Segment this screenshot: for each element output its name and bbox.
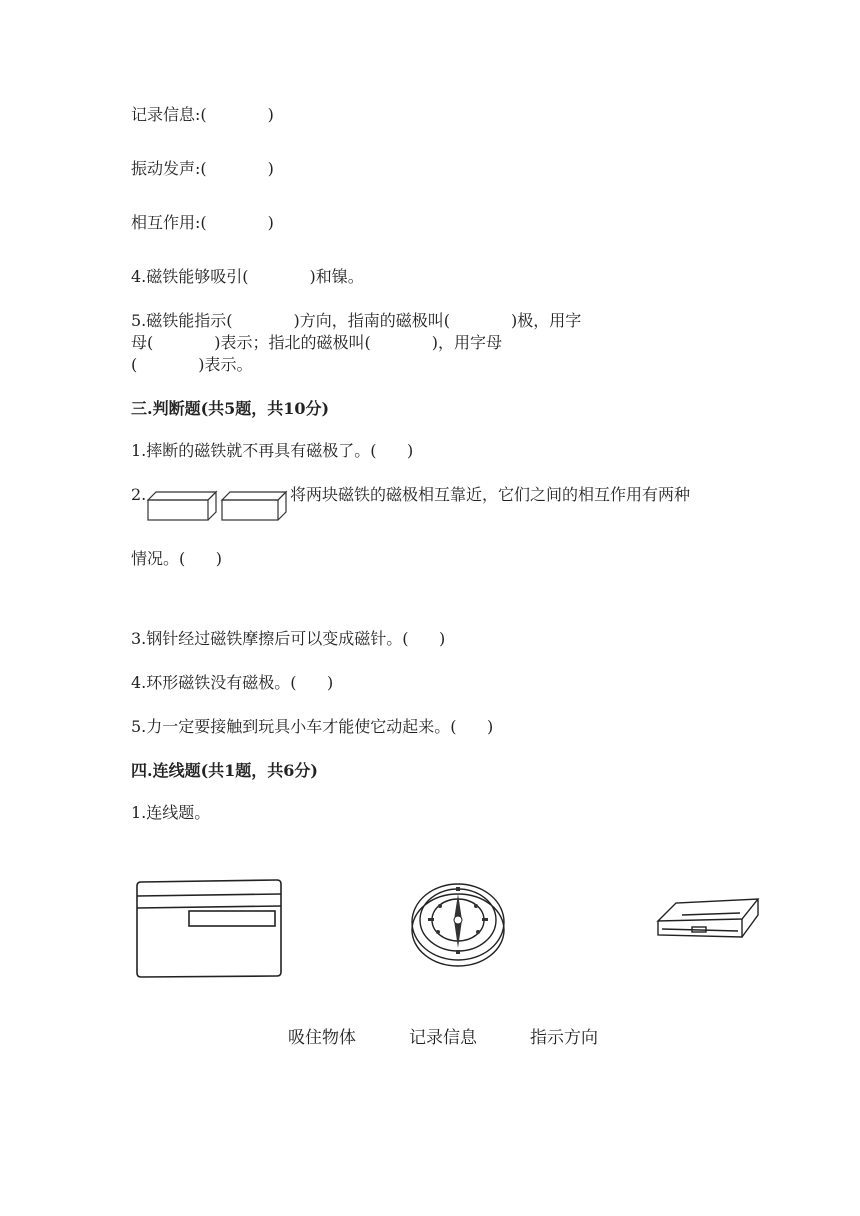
judge-item-2-text: 将两块磁铁的磁极相互靠近，它们之间的相互作用有两种 <box>290 485 691 504</box>
judge-item-5: 5.力一定要接触到玩具小车才能使它动起来。( ) <box>131 717 494 736</box>
label-attract-objects: 吸住物体 <box>288 1028 356 1048</box>
fill-record-info: 记录信息:( ) <box>131 105 274 124</box>
matching-question-1: 1.连线题。 <box>131 803 211 822</box>
two-bar-magnets-image <box>146 488 288 522</box>
question-4: 4.磁铁能够吸引( )和镍。 <box>131 267 364 286</box>
judge-item-1: 1.摔断的磁铁就不再具有磁极了。( ) <box>131 441 414 460</box>
question-5-line3: ( )表示。 <box>131 355 253 374</box>
judge-item-2-continuation: 情况。( ) <box>131 549 223 568</box>
question-5-line1: 5.磁铁能指示( )方向，指南的磁极叫( )极，用字 <box>131 311 582 330</box>
section-3-heading: 三.判断题(共5题，共10分) <box>131 399 330 418</box>
judge-item-2-number: 2. <box>131 485 147 504</box>
judge-item-3: 3.钢针经过磁铁摩擦后可以变成磁针。( ) <box>131 629 446 648</box>
label-record-info: 记录信息 <box>409 1028 477 1048</box>
question-5-line2: 母( )表示；指北的磁极叫( )，用字母 <box>131 333 503 352</box>
fill-vibration-sound: 振动发声:( ) <box>131 159 274 178</box>
fill-interaction: 相互作用:( ) <box>131 213 274 232</box>
judge-item-4: 4.环形磁铁没有磁极。( ) <box>131 673 334 692</box>
magnetic-card-image <box>133 878 285 980</box>
section-4-heading: 四.连线题(共1题，共6分) <box>131 761 318 780</box>
label-indicate-direction: 指示方向 <box>530 1028 598 1048</box>
pencil-box-image <box>652 895 762 941</box>
compass-image <box>408 878 508 968</box>
